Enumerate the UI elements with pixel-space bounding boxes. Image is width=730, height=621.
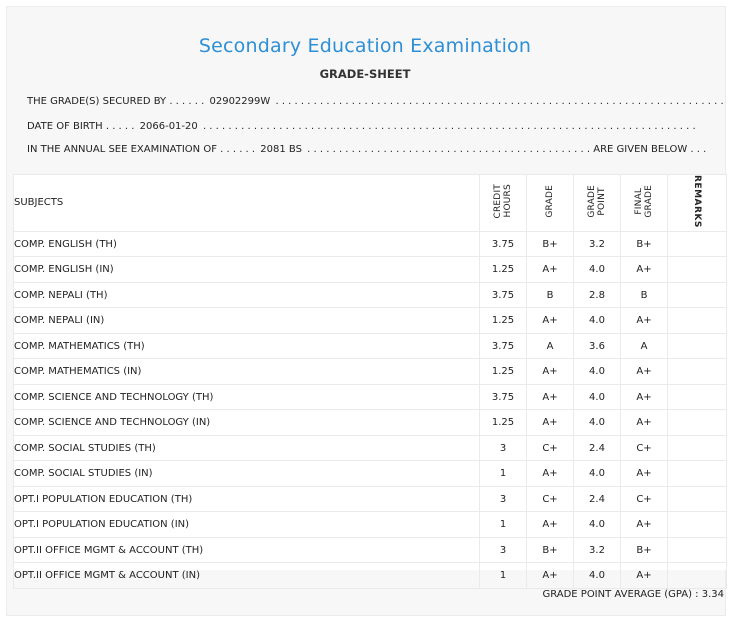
final-grade-cell: A+: [621, 512, 668, 538]
dob-label: DATE OF BIRTH . . . . .: [27, 121, 135, 132]
subject-cell: COMP. NEPALI (TH): [14, 282, 480, 308]
dob-dots: . . . . . . . . . . . . . . . . . . . . . . . . . . . . . . . . . . . . . . . . . . . . . . . . . . . . . . . . . . . . . . . . . . . . . . . . . . . . . .: [202, 121, 696, 132]
table-row: [14, 257, 727, 283]
grade-cell: C+: [527, 486, 574, 512]
remarks-cell: [668, 410, 727, 436]
subject-cell: OPT.II OFFICE MGMT & ACCOUNT (IN): [14, 563, 480, 589]
final-grade-cell: A+: [621, 308, 668, 334]
table-row: [14, 486, 727, 512]
grade-cell: B+: [527, 231, 574, 257]
grade-point-cell: 3.2: [574, 231, 621, 257]
final-grade-cell: A+: [621, 461, 668, 487]
final-grade-cell: B+: [621, 231, 668, 257]
remarks-cell: [668, 512, 727, 538]
dob-value: 2066-01-20: [139, 121, 198, 132]
credit-hours-cell: 3: [480, 486, 527, 512]
subject-cell: COMP. MATHEMATICS (TH): [14, 333, 480, 359]
credit-hours-cell: 1.25: [480, 308, 527, 334]
credit-hours-cell: 3.75: [480, 231, 527, 257]
grade-point-cell: 2.4: [574, 435, 621, 461]
table-row: [14, 563, 727, 589]
final-grade-cell: A: [621, 333, 668, 359]
credit-hours-cell: 3.75: [480, 282, 527, 308]
table-row: [14, 282, 727, 308]
header-remarks: REMARKS: [668, 175, 727, 232]
table-row: [14, 359, 727, 385]
remarks-cell: [668, 461, 727, 487]
grade-point-cell: 4.0: [574, 257, 621, 283]
credit-hours-cell: 1: [480, 512, 527, 538]
final-grade-cell: C+: [621, 435, 668, 461]
subject-cell: OPT.I POPULATION EDUCATION (TH): [14, 486, 480, 512]
final-grade-cell: A+: [621, 410, 668, 436]
grade-cell: A+: [527, 308, 574, 334]
gpa-label: GRADE POINT AVERAGE (GPA) :: [542, 589, 699, 600]
table-row: [14, 231, 727, 257]
grade-cell: A+: [527, 512, 574, 538]
remarks-cell: [668, 435, 727, 461]
subject-cell: COMP. SCIENCE AND TECHNOLOGY (IN): [14, 410, 480, 436]
grade-point-cell: 3.6: [574, 333, 621, 359]
credit-hours-cell: 1.25: [480, 359, 527, 385]
credit-hours-cell: 3.75: [480, 384, 527, 410]
final-grade-cell: A+: [621, 257, 668, 283]
final-grade-cell: A+: [621, 563, 668, 589]
symbol-number: 02902299W: [209, 96, 271, 107]
subject-cell: COMP. NEPALI (IN): [14, 308, 480, 334]
exam-dots: . . . . . . . . . . . . . . . . . . . . . . . . . . . . . . . . . . . . . . . . . . . . .: [307, 144, 591, 155]
credit-hours-cell: 3: [480, 537, 527, 563]
grade-point-cell: 3.2: [574, 537, 621, 563]
exam-year: 2081 BS: [260, 144, 302, 155]
table-row: [14, 435, 727, 461]
remarks-cell: [668, 333, 727, 359]
credit-hours-cell: 1: [480, 461, 527, 487]
table-row: [14, 461, 727, 487]
header-final-grade: FINAL GRADE: [621, 175, 668, 232]
credit-hours-cell: 3: [480, 435, 527, 461]
subject-cell: COMP. SOCIAL STUDIES (TH): [14, 435, 480, 461]
subject-cell: COMP. ENGLISH (IN): [14, 257, 480, 283]
subject-cell: COMP. SOCIAL STUDIES (IN): [14, 461, 480, 487]
page-subtitle: GRADE-SHEET: [319, 67, 411, 81]
grade-point-cell: 4.0: [574, 410, 621, 436]
grades-table-body: [14, 231, 727, 588]
remarks-cell: [668, 308, 727, 334]
credit-hours-cell: 1: [480, 563, 527, 589]
credit-hours-cell: 1.25: [480, 410, 527, 436]
page-title: Secondary Education Examination: [198, 35, 532, 57]
table-row: [14, 537, 727, 563]
final-grade-cell: C+: [621, 486, 668, 512]
grade-cell: A+: [527, 359, 574, 385]
remarks-cell: [668, 231, 727, 257]
exam-line: [27, 144, 706, 155]
grade-point-cell: 4.0: [574, 384, 621, 410]
grade-point-cell: 4.0: [574, 563, 621, 589]
final-grade-cell: B+: [621, 537, 668, 563]
table-header-row: [14, 175, 727, 232]
grade-point-cell: 2.8: [574, 282, 621, 308]
table-row: [14, 410, 727, 436]
grade-point-cell: 4.0: [574, 359, 621, 385]
table-row: [14, 333, 727, 359]
secured-by-line: [27, 96, 724, 107]
grade-cell: A+: [527, 410, 574, 436]
subject-cell: COMP. SCIENCE AND TECHNOLOGY (TH): [14, 384, 480, 410]
grade-cell: A+: [527, 257, 574, 283]
header-credit-hours: CREDIT HOURS: [480, 175, 527, 232]
table-row: [14, 308, 727, 334]
grade-cell: C+: [527, 435, 574, 461]
grade-cell: A+: [527, 461, 574, 487]
header-grade-point: GRADE POINT: [574, 175, 621, 232]
remarks-cell: [668, 384, 727, 410]
header-subjects: SUBJECTS: [14, 175, 480, 232]
final-grade-cell: B: [621, 282, 668, 308]
grade-cell: B: [527, 282, 574, 308]
remarks-cell: [668, 282, 727, 308]
grade-cell: A: [527, 333, 574, 359]
grade-cell: A+: [527, 563, 574, 589]
table-row: [14, 512, 727, 538]
exam-label: IN THE ANNUAL SEE EXAMINATION OF . . . . . .: [27, 144, 256, 155]
subject-cell: COMP. MATHEMATICS (IN): [14, 359, 480, 385]
grade-cell: A+: [527, 384, 574, 410]
secured-by-dots: . . . . . . . . . . . . . . . . . . . . . . . . . . . . . . . . . . . . . . . . . . . . . . . . . . . . . . . . . . . . . . . . . . . . . . .: [275, 96, 724, 107]
grades-table: [13, 174, 727, 589]
remarks-cell: [668, 537, 727, 563]
grade-point-cell: 4.0: [574, 512, 621, 538]
remarks-cell: [668, 359, 727, 385]
grade-cell: B+: [527, 537, 574, 563]
subject-cell: OPT.I POPULATION EDUCATION (IN): [14, 512, 480, 538]
grade-point-cell: 4.0: [574, 308, 621, 334]
subject-cell: COMP. ENGLISH (TH): [14, 231, 480, 257]
dob-line: [27, 121, 696, 132]
exam-suffix: ARE GIVEN BELOW . . .: [593, 144, 707, 155]
secured-by-label: THE GRADE(S) SECURED BY . . . . . .: [27, 96, 205, 107]
grades-table-wrap: [13, 174, 726, 582]
remarks-cell: [668, 486, 727, 512]
final-grade-cell: A+: [621, 359, 668, 385]
table-row: [14, 384, 727, 410]
subject-cell: OPT.II OFFICE MGMT & ACCOUNT (TH): [14, 537, 480, 563]
grade-point-cell: 2.4: [574, 486, 621, 512]
credit-hours-cell: 1.25: [480, 257, 527, 283]
credit-hours-cell: 3.75: [480, 333, 527, 359]
header-grade: GRADE: [527, 175, 574, 232]
final-grade-cell: A+: [621, 384, 668, 410]
gpa-value: 3.34: [701, 589, 724, 600]
remarks-cell: [668, 563, 727, 589]
grade-point-cell: 4.0: [574, 461, 621, 487]
remarks-cell: [668, 257, 727, 283]
gpa-summary: [542, 589, 724, 600]
